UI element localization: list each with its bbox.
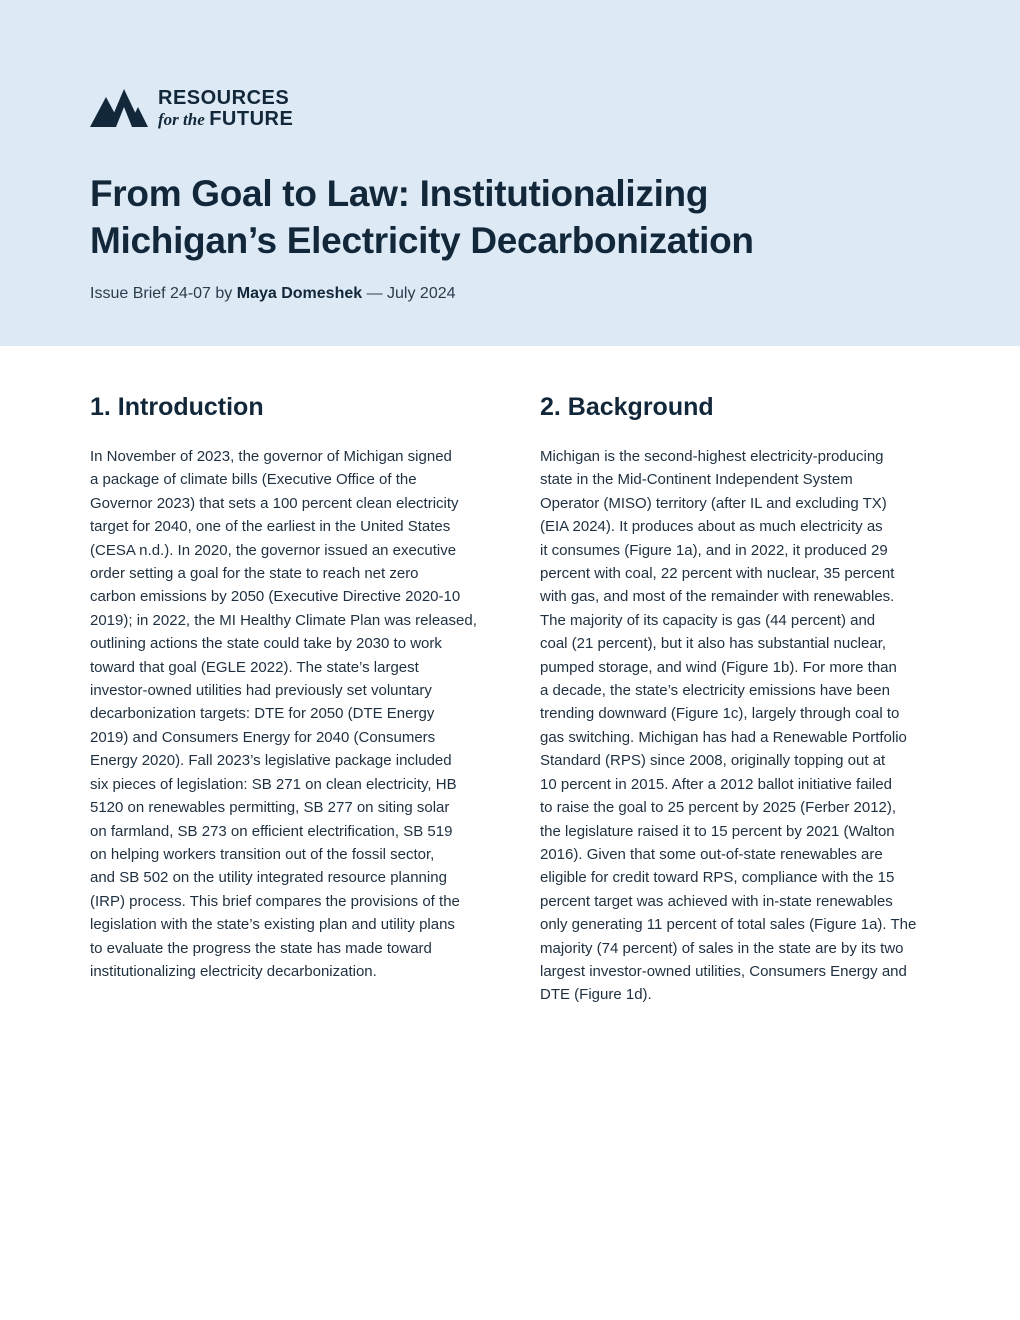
logo-text-resources: RESOURCES <box>158 87 290 109</box>
paragraph-line: investor-owned utilities had previously set voluntary <box>90 682 432 700</box>
paragraph-line: a decade, the state’s electricity emissions have been <box>540 682 890 700</box>
paragraph-line: on helping workers transition out of the fossil sector, <box>90 845 435 863</box>
paragraph-line: (IRP) process. This brief compares the provisions of the <box>90 892 460 910</box>
paragraph-line: Standard (RPS) since 2008, originally topping out at <box>540 752 886 770</box>
paragraph-line: with gas, and most of the remainder with renewables. <box>540 588 895 606</box>
paragraph-line: (CESA n.d.). In 2020, the governor issued an executive <box>90 541 457 559</box>
header-banner <box>0 0 1020 346</box>
paragraph-line: six pieces of legislation: SB 271 on clean electricity, HB <box>90 775 457 793</box>
paragraph-line: on farmland, SB 273 on efficient electrification, SB 519 <box>90 822 453 840</box>
byline-prefix: Issue Brief 24-07 by <box>90 285 237 302</box>
paragraph-line: 10 percent in 2015. After a 2012 ballot initiative failed <box>540 775 892 793</box>
paragraph-line: order setting a goal for the state to reach net zero <box>90 565 419 583</box>
title-line-2: Michigan’s Electricity Decarbonization <box>90 220 754 261</box>
byline-author[interactable]: Maya Domeshek <box>236 285 363 302</box>
paragraph-line: a package of climate bills (Executive Office of the <box>90 471 417 489</box>
paragraph-line: the legislature raised it to 15 percent by 2021 (Walton <box>540 822 895 840</box>
logo-text-for-the: for the <box>158 110 205 129</box>
paragraph-line: only generating 11 percent of total sales (Figure 1a). The <box>540 916 917 934</box>
paragraph-line: Energy 2020). Fall 2023’s legislative package included <box>90 752 452 770</box>
background-paragraph <box>540 445 916 1007</box>
paragraph-line: state in the Mid-Continent Independent System <box>540 471 853 489</box>
paragraph-line: majority (74 percent) of sales in the state are by its two <box>540 939 904 957</box>
section-heading-introduction: 1. Introduction <box>90 393 264 421</box>
paragraph-line: legislation with the state’s existing plan and utility plans <box>90 916 455 934</box>
paragraph-line: The majority of its capacity is gas (44 percent) and <box>540 611 876 629</box>
paragraph-line: 5120 on renewables permitting, SB 277 on siting solar <box>90 799 450 817</box>
section-introduction <box>90 390 490 980</box>
paragraph-line: DTE (Figure 1d). <box>540 986 652 1004</box>
paragraph-line: 2016). Given that some out-of-state renewables are <box>540 845 883 863</box>
paragraph-line: percent target was achieved with in-state renewables <box>540 892 893 910</box>
rff-logo[interactable] <box>90 87 310 131</box>
paragraph-line: carbon emissions by 2050 (Executive Directive 2020-10 <box>90 588 461 606</box>
paragraph-line: to evaluate the progress the state has made toward <box>90 939 432 957</box>
paragraph-line: trending downward (Figure 1c), largely through coal to <box>540 705 900 723</box>
paragraph-line: institutionalizing electricity decarbonization. <box>90 962 377 980</box>
paragraph-line: target for 2040, one of the earliest in the United States <box>90 518 451 536</box>
paragraph-line: (EIA 2024). It produces about as much electricity as <box>540 518 883 536</box>
paragraph-line: outlining actions the state could take by 2030 to work <box>90 635 442 653</box>
logo-text-future-word: FUTURE <box>209 108 294 130</box>
paragraph-line: Governor 2023) that sets a 100 percent clean electricity <box>90 494 459 512</box>
paragraph-line: 2019) and Consumers Energy for 2040 (Consumers <box>90 728 436 746</box>
mountain-logo-icon <box>90 89 150 127</box>
paragraph-line: In November of 2023, the governor of Michigan signed <box>90 448 452 465</box>
paragraph-line: to raise the goal to 25 percent by 2025 (Ferber 2012), <box>540 799 897 817</box>
introduction-paragraph <box>90 445 477 983</box>
paragraph-line: decarbonization targets: DTE for 2050 (DTE Energy <box>90 705 435 723</box>
section-background <box>540 390 940 1004</box>
byline-date: — July 2024 <box>362 285 456 302</box>
paragraph-line: and SB 502 on the utility integrated resource planning <box>90 869 447 887</box>
paragraph-line: toward that goal (EGLE 2022). The state’s largest <box>90 658 419 676</box>
section-heading-background: 2. Background <box>540 393 714 421</box>
paragraph-line: Operator (MISO) territory (after IL and excluding TX) <box>540 494 887 512</box>
title-line-1: From Goal to Law: Institutionalizing <box>90 173 709 214</box>
paragraph-line: percent with coal, 22 percent with nuclear, 35 percent <box>540 565 895 583</box>
paragraph-line: eligible for credit toward RPS, compliance with the 15 <box>540 869 895 887</box>
paragraph-line: pumped storage, and wind (Figure 1b). For more than <box>540 658 897 676</box>
paragraph-line: gas switching. Michigan has had a Renewable Portfolio <box>540 728 907 746</box>
paragraph-line: Michigan is the second-highest electricity-producing <box>540 448 884 465</box>
logo-text-future <box>158 108 293 131</box>
page-title <box>90 170 950 264</box>
paragraph-line: it consumes (Figure 1a), and in 2022, it produced 29 <box>540 541 888 559</box>
paragraph-line: coal (21 percent), but it also has substantial nuclear, <box>540 635 887 653</box>
paragraph-line: 2019); in 2022, the MI Healthy Climate Plan was released, <box>90 611 477 629</box>
byline <box>90 285 456 303</box>
paragraph-line: largest investor-owned utilities, Consumers Energy and <box>540 962 907 980</box>
